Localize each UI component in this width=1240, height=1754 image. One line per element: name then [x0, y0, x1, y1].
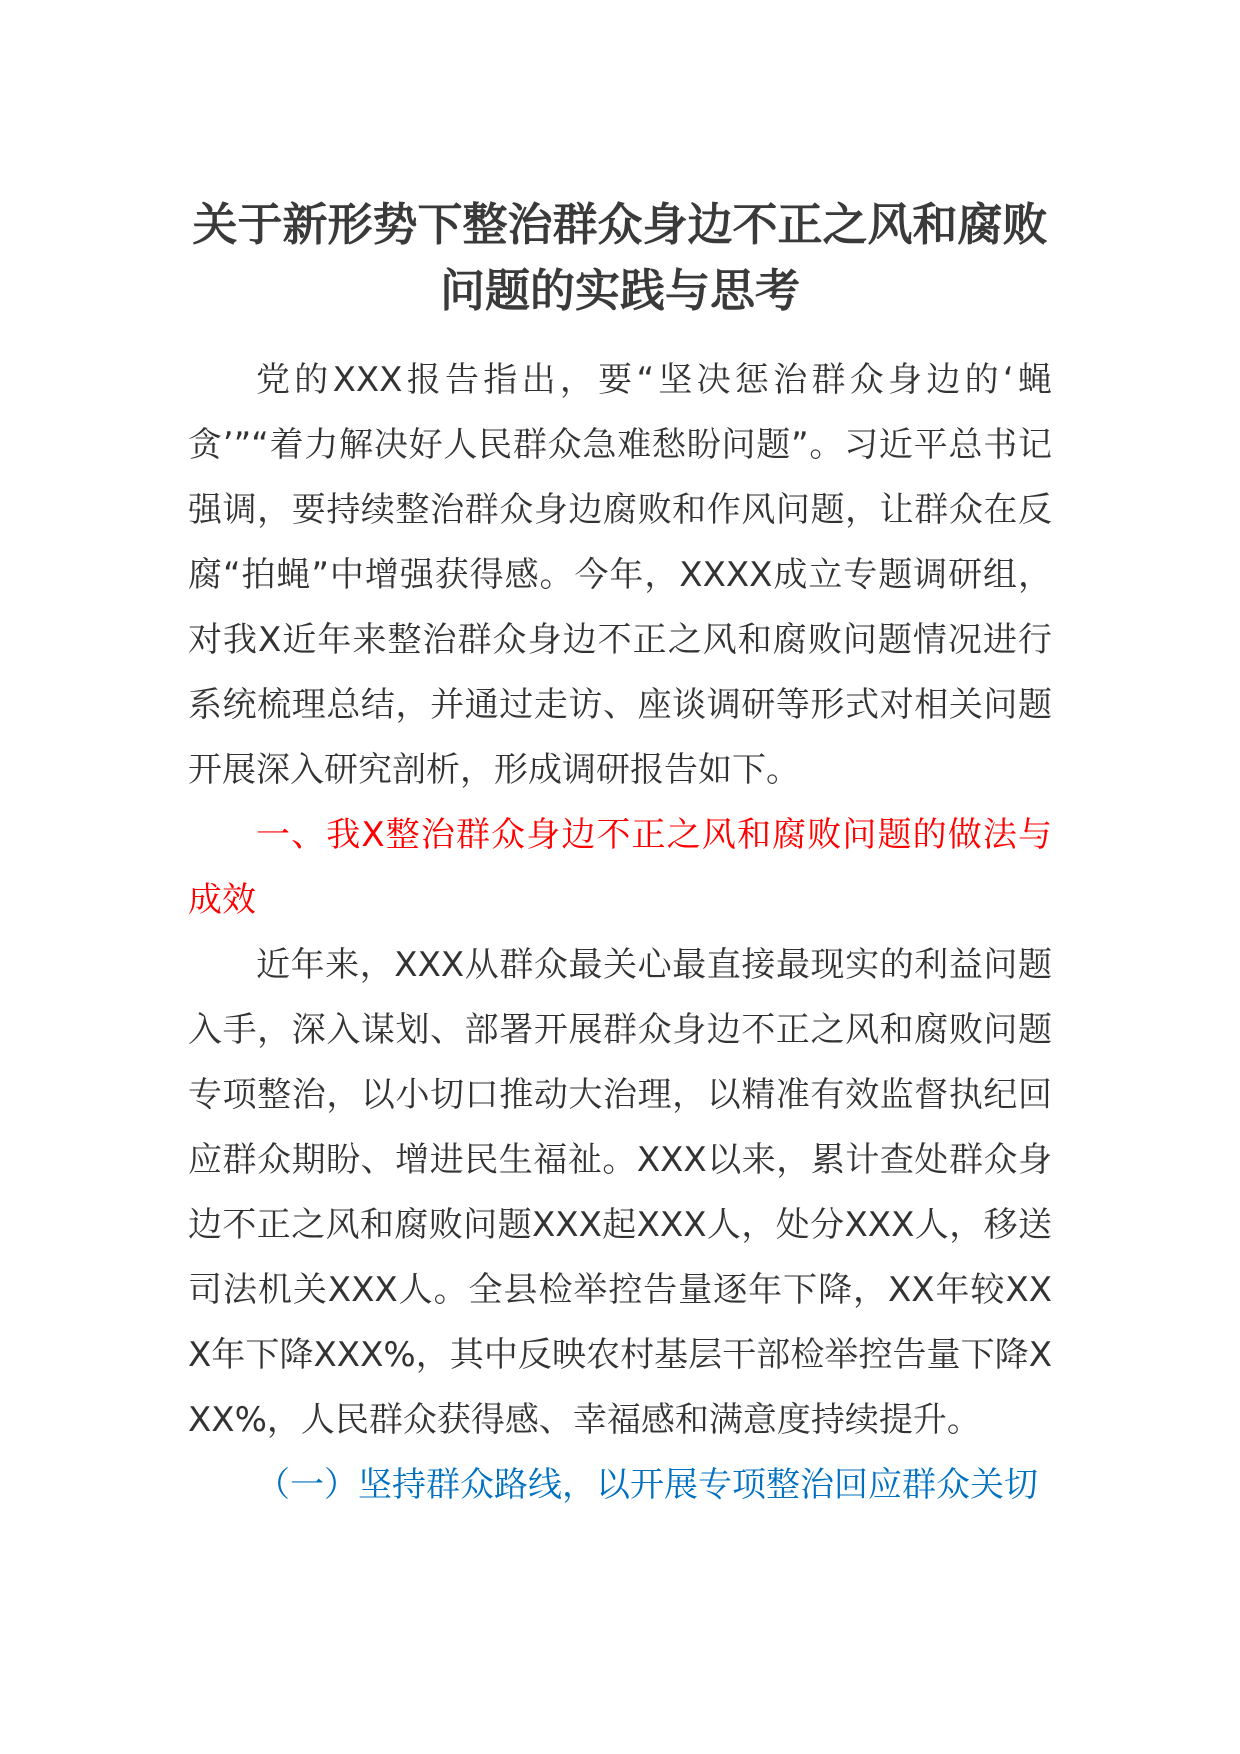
subsection-heading-1: （一）坚持群众路线，以开展专项整治回应群众关切: [256, 1465, 1038, 1505]
document-title: 关于新形势下整治群众身边不正之风和腐败问题的实践与思考: [192, 198, 1048, 317]
section-1-paragraph: 近年来，XXX从群众最关心最直接最现实的利益问题入手，深入谋划、部署开展群众身边不正之风和腐败问题专项整治，以小切口推动大治理，以精准有效监督执纪回应群众期盼、增进民生福祉。XXX以来，累计查处群众身边不正之风和腐败问题XXX起XXX人，处分XXX人，移送司法机关XXX人。全县检举控告量逐年下降，XX年较XXX年下降XXX%，其中反映农村基层干部检举控告量下降XXX%，人民群众获得感、幸福感和满意度持续提升。: [188, 945, 1052, 1440]
intro-paragraph: 党的XXX报告指出，要“坚决惩治群众身边的‘蝇贪’”“着力解决好人民群众急难愁盼问题”。习近平总书记强调，要持续整治群众身边腐败和作风问题，让群众在反腐“拍蝇”中增强获得感。今年，XXXX成立专题调研组，对我X近年来整治群众身边不正之风和腐败问题情况进行系统梳理总结，并通过走访、座谈调研等形式对相关问题开展深入研究剖析，形成调研报告如下。: [188, 360, 1052, 790]
document-body: [188, 348, 1052, 1518]
section-heading-1: 一、我X整治群众身边不正之风和腐败问题的做法与成效: [188, 815, 1052, 920]
